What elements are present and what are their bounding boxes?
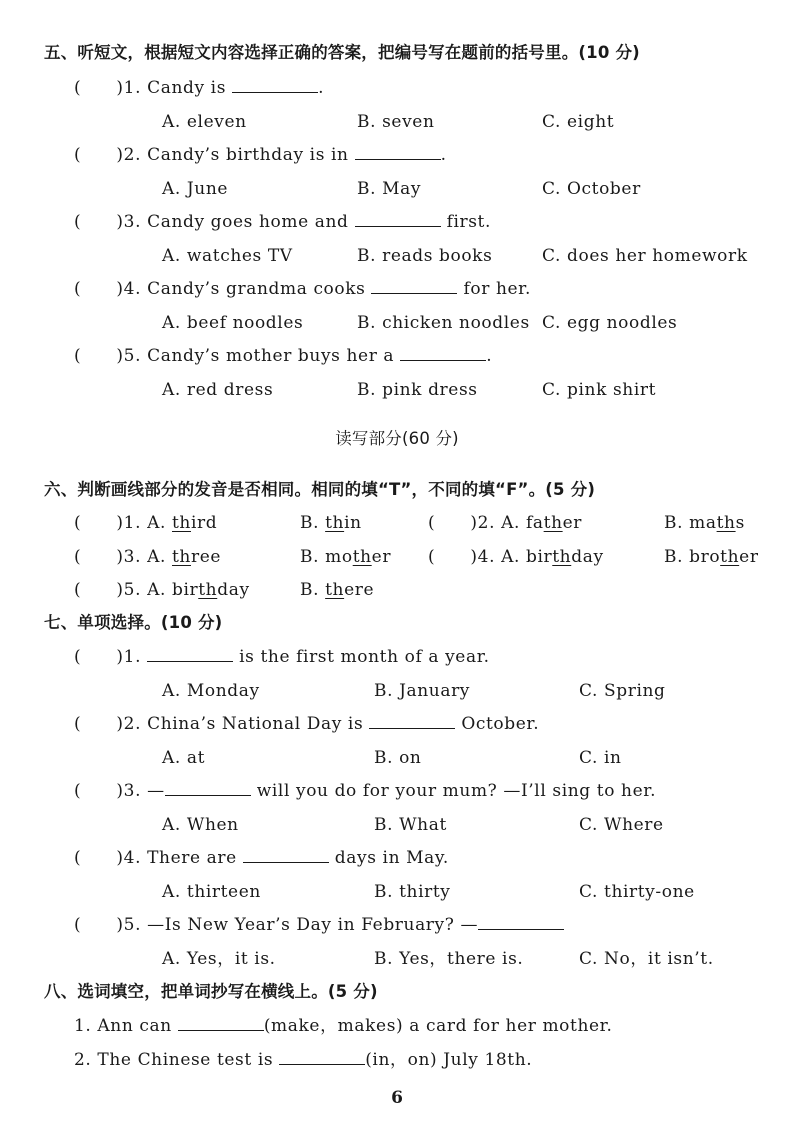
answer-blank[interactable]	[232, 77, 318, 93]
question-text-after: .	[440, 145, 447, 165]
answer-paren[interactable]: ( )	[74, 212, 124, 232]
s5-q3	[74, 211, 491, 233]
question-text: 4. Candy’s grandma cooks	[123, 279, 366, 299]
answer-paren[interactable]: ( )	[74, 346, 124, 366]
option-a: A. Yes，it is.	[162, 949, 276, 969]
answer-blank[interactable]	[478, 914, 564, 930]
s6-item5: ( )5. A. birthday	[74, 580, 250, 600]
underlined-letters: th	[172, 547, 191, 567]
section6-heading: 六、判断画线部分的发音是否相同。相同的填“T”，不同的填“F”。(5 分)	[44, 480, 596, 499]
section5-heading: 五、听短文，根据短文内容选择正确的答案，把编号写在题前的括号里。(10 分)	[44, 43, 640, 62]
option-b: B. pink dress	[357, 380, 478, 400]
part-title: 读写部分(60 分)	[335, 429, 459, 448]
option-a: A. eleven	[162, 112, 247, 132]
underlined-letters: th	[543, 513, 563, 533]
answer-blank[interactable]	[279, 1049, 365, 1065]
answer-blank[interactable]	[243, 847, 329, 863]
answer-paren[interactable]: ( )	[428, 547, 478, 567]
answer-paren[interactable]: ( )	[74, 78, 124, 98]
s5-q1	[74, 77, 324, 99]
option-a: A. at	[162, 748, 206, 768]
s5-q4	[74, 278, 531, 300]
answer-paren[interactable]: ( )	[428, 513, 478, 533]
question-text: 5. Candy’s mother buys her a	[123, 346, 395, 366]
underlined-letters: th	[172, 513, 191, 533]
s7-q1: ( )1. is the first month of a year.	[74, 647, 490, 667]
answer-blank[interactable]	[371, 278, 457, 294]
section7-heading: 七、单项选择。(10 分)	[44, 613, 223, 632]
s6-item3-b: B. mother	[300, 547, 392, 567]
answer-blank[interactable]	[165, 780, 251, 796]
option-a: A. June	[162, 179, 229, 199]
underlined-letters: th	[198, 580, 218, 600]
section8-heading: 八、选词填空，把单词抄写在横线上。(5 分)	[44, 982, 378, 1001]
option-c: C. No，it isn’t.	[579, 949, 714, 969]
option-b: B. chicken noodles	[357, 313, 530, 333]
option-a: A. thirteen	[162, 882, 261, 902]
option-c: C. Spring	[579, 681, 666, 701]
option-a: A. watches TV	[162, 246, 293, 266]
s6-item4-b: B. brother	[664, 547, 759, 567]
underlined-letters: th	[720, 547, 740, 567]
question-text-after: first.	[446, 212, 491, 232]
option-c: C. Where	[579, 815, 664, 835]
question-text-after: .	[318, 78, 325, 98]
option-c: C. does her homework	[542, 246, 748, 266]
option-a: A. red dress	[162, 380, 274, 400]
option-c: C. thirty-one	[579, 882, 695, 902]
s8-item2: 2. The Chinese test is (in，on) July 18th.	[74, 1050, 533, 1070]
s7-q4: ( )4. There are days in May.	[74, 848, 449, 868]
option-a: A. Monday	[162, 681, 260, 701]
option-b: B. on	[374, 748, 422, 768]
question-text-after: .	[486, 346, 493, 366]
answer-paren[interactable]: ( )	[74, 513, 124, 533]
option-c: C. in	[579, 748, 622, 768]
answer-paren[interactable]: ( )	[74, 647, 124, 667]
s6-item4: ( )4. A. birthday	[428, 547, 604, 567]
s6-item5-b: B. there	[300, 580, 375, 600]
s7-q5: ( )5. —Is New Year’s Day in February? —	[74, 914, 564, 936]
option-b: B. seven	[357, 112, 435, 132]
s7-q2: ( )2. China’s National Day is October.	[74, 714, 540, 734]
answer-blank[interactable]	[400, 345, 486, 361]
s8-item1: 1. Ann can (make，makes) a card for her mother.	[74, 1016, 613, 1036]
answer-paren[interactable]: ( )	[74, 145, 124, 165]
answer-paren[interactable]: ( )	[74, 279, 124, 299]
s7-q3: ( )3. — will you do for your mum? —I’ll sing to her.	[74, 781, 657, 801]
underlined-letters: th	[325, 580, 345, 600]
question-text: 1. Candy is	[123, 78, 227, 98]
answer-blank[interactable]	[369, 713, 455, 729]
s6-item1-b: B. thin	[300, 513, 362, 533]
option-a: A. When	[162, 815, 239, 835]
s6-item1: ( )1. A. third	[74, 513, 218, 533]
question-text-after: for her.	[463, 279, 532, 299]
question-text: 2. Candy’s birthday is in	[123, 145, 349, 165]
page-number: 6	[391, 1088, 403, 1108]
answer-paren[interactable]: ( )	[74, 915, 124, 935]
option-c: C. October	[542, 179, 641, 199]
answer-blank[interactable]	[178, 1015, 264, 1031]
answer-blank[interactable]	[355, 144, 441, 160]
option-b: B. thirty	[374, 882, 451, 902]
answer-paren[interactable]: ( )	[74, 781, 124, 801]
answer-paren[interactable]: ( )	[74, 714, 124, 734]
option-a: A. beef noodles	[162, 313, 304, 333]
s5-q5	[74, 345, 492, 367]
option-b: B. January	[374, 681, 471, 701]
underlined-letters: th	[325, 513, 345, 533]
s6-item2: ( )2. A. father	[428, 513, 583, 533]
answer-paren[interactable]: ( )	[74, 580, 124, 600]
answer-blank[interactable]	[147, 646, 233, 662]
answer-paren[interactable]: ( )	[74, 547, 124, 567]
s6-item2-b: B. maths	[664, 513, 745, 533]
answer-blank[interactable]	[355, 211, 441, 227]
answer-paren[interactable]: ( )	[74, 848, 124, 868]
option-c: C. eight	[542, 112, 615, 132]
option-b: B. May	[357, 179, 422, 199]
option-b: B. Yes，there is.	[374, 949, 524, 969]
option-b: B. What	[374, 815, 447, 835]
option-c: C. pink shirt	[542, 380, 657, 400]
question-text: 3. Candy goes home and	[123, 212, 349, 232]
option-c: C. egg noodles	[542, 313, 678, 333]
underlined-letters: th	[352, 547, 372, 567]
underlined-letters: th	[552, 547, 572, 567]
s5-q2	[74, 144, 447, 166]
option-b: B. reads books	[357, 246, 493, 266]
s6-item3: ( )3. A. three	[74, 547, 222, 567]
underlined-letters: th	[716, 513, 736, 533]
